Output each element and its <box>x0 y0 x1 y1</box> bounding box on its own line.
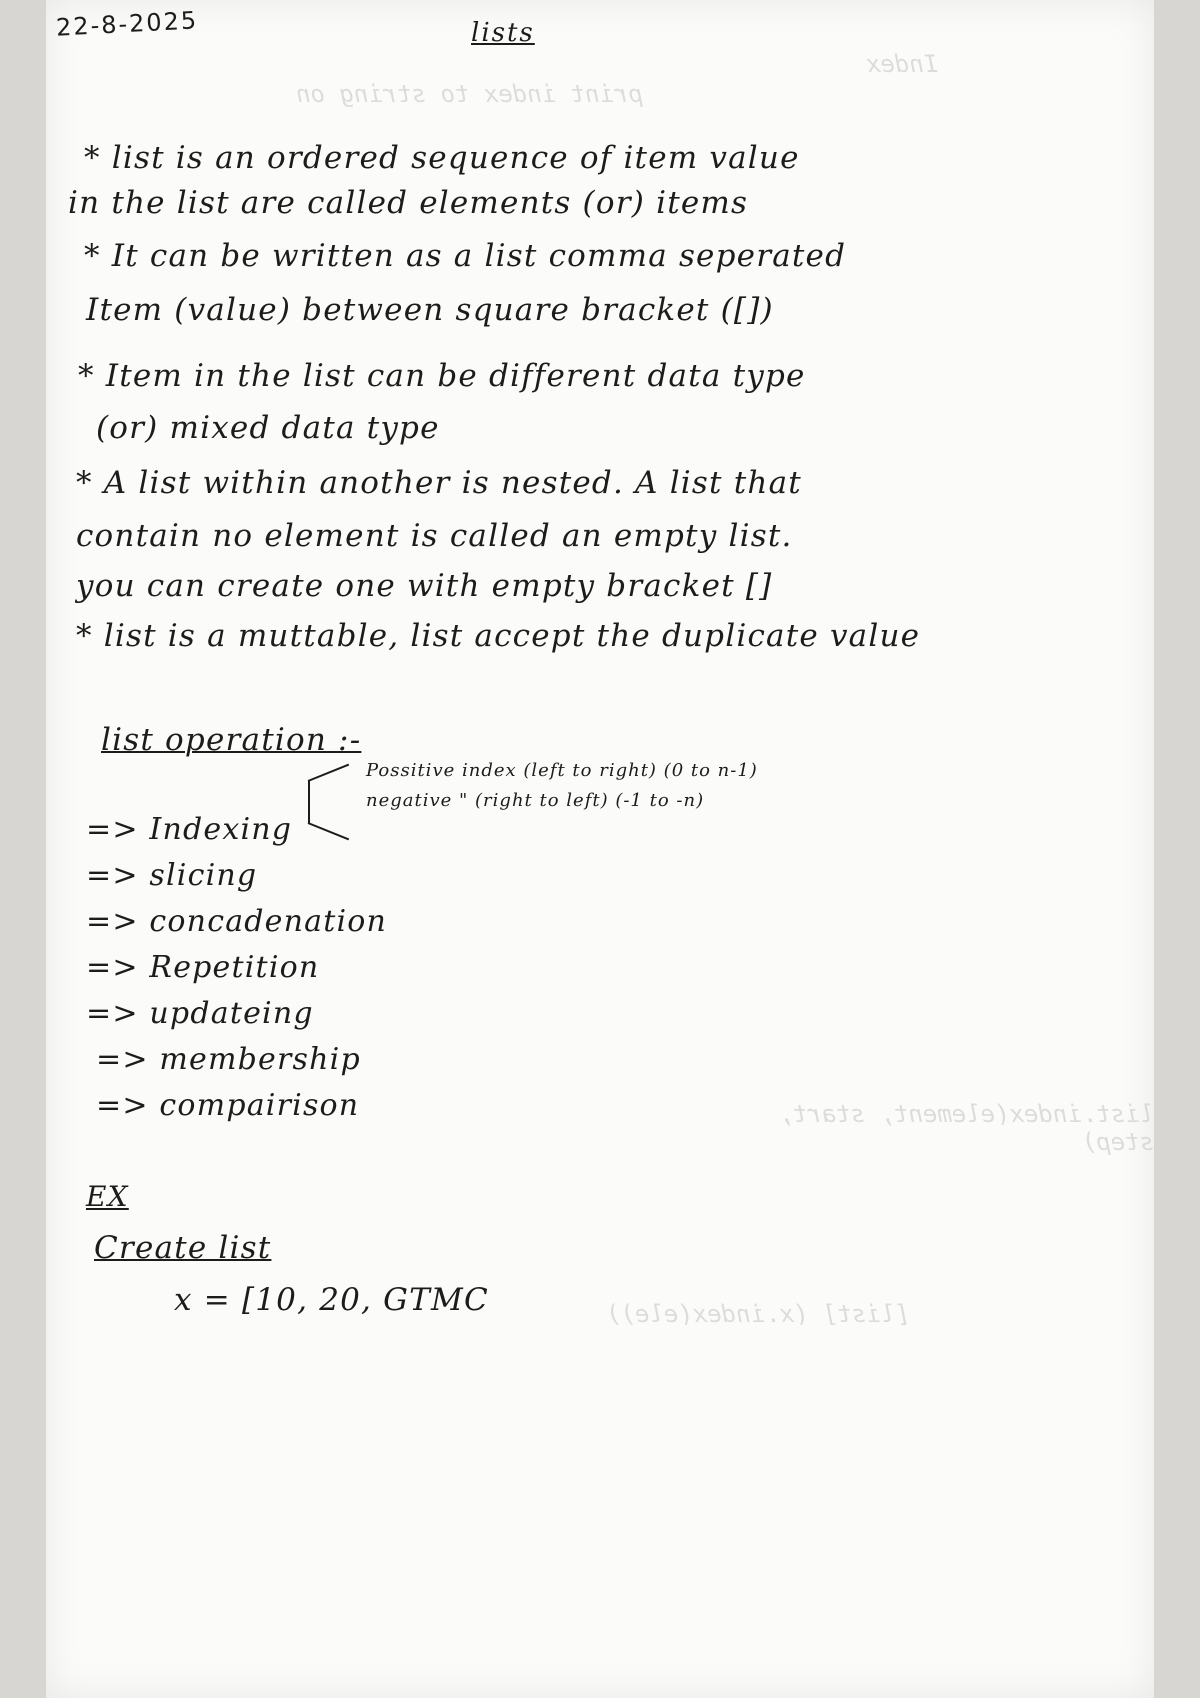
indexing-negative-note: negative " (right to left) (-1 to -n) <box>366 790 705 811</box>
indexing-positive-note: Possitive index (left to right) (0 to n-1) <box>366 760 758 781</box>
notebook-page <box>46 0 1154 1698</box>
note-date: 22-8-2025 <box>55 6 199 42</box>
bleed-through-text: Index <box>866 50 939 78</box>
note-line: * list is a muttable, list accept the duplicate value <box>76 618 921 654</box>
note-line: * Item in the list can be different data type <box>78 358 806 394</box>
example-subheading: Create list <box>94 1230 272 1266</box>
note-line: (or) mixed data type <box>96 410 440 446</box>
note-line: Item (value) between square bracket ([]) <box>86 292 774 328</box>
operation-item: => Indexing <box>86 812 293 847</box>
bleed-through-text: list.index(element, start, step) <box>778 1100 1154 1156</box>
bleed-through-text: print index to string on <box>296 80 643 108</box>
note-line: * A list within another is nested. A list that <box>76 465 802 501</box>
operation-item: => Repetition <box>86 950 320 985</box>
operation-item: => compairison <box>96 1088 360 1123</box>
note-line: you can create one with empty bracket [] <box>76 568 773 604</box>
page-title: lists <box>471 18 535 48</box>
note-line: contain no element is called an empty list. <box>76 518 793 554</box>
operation-item: => concadenation <box>86 904 388 939</box>
note-line: * It can be written as a list comma seperated <box>84 238 847 274</box>
note-line: in the list are called elements (or) items <box>68 185 749 221</box>
bleed-through-text: [list] (x.index(ele)) <box>606 1300 910 1328</box>
indexing-brace <box>308 780 354 824</box>
operation-item: => slicing <box>86 858 258 893</box>
example-code: x = [10, 20, GTMC <box>174 1282 489 1318</box>
operation-item: => membership <box>96 1042 361 1077</box>
section-heading: list operation :- <box>101 722 362 758</box>
example-label: EX <box>86 1180 129 1213</box>
note-line: * list is an ordered sequence of item value <box>84 140 800 176</box>
operation-item: => updateing <box>86 996 314 1031</box>
